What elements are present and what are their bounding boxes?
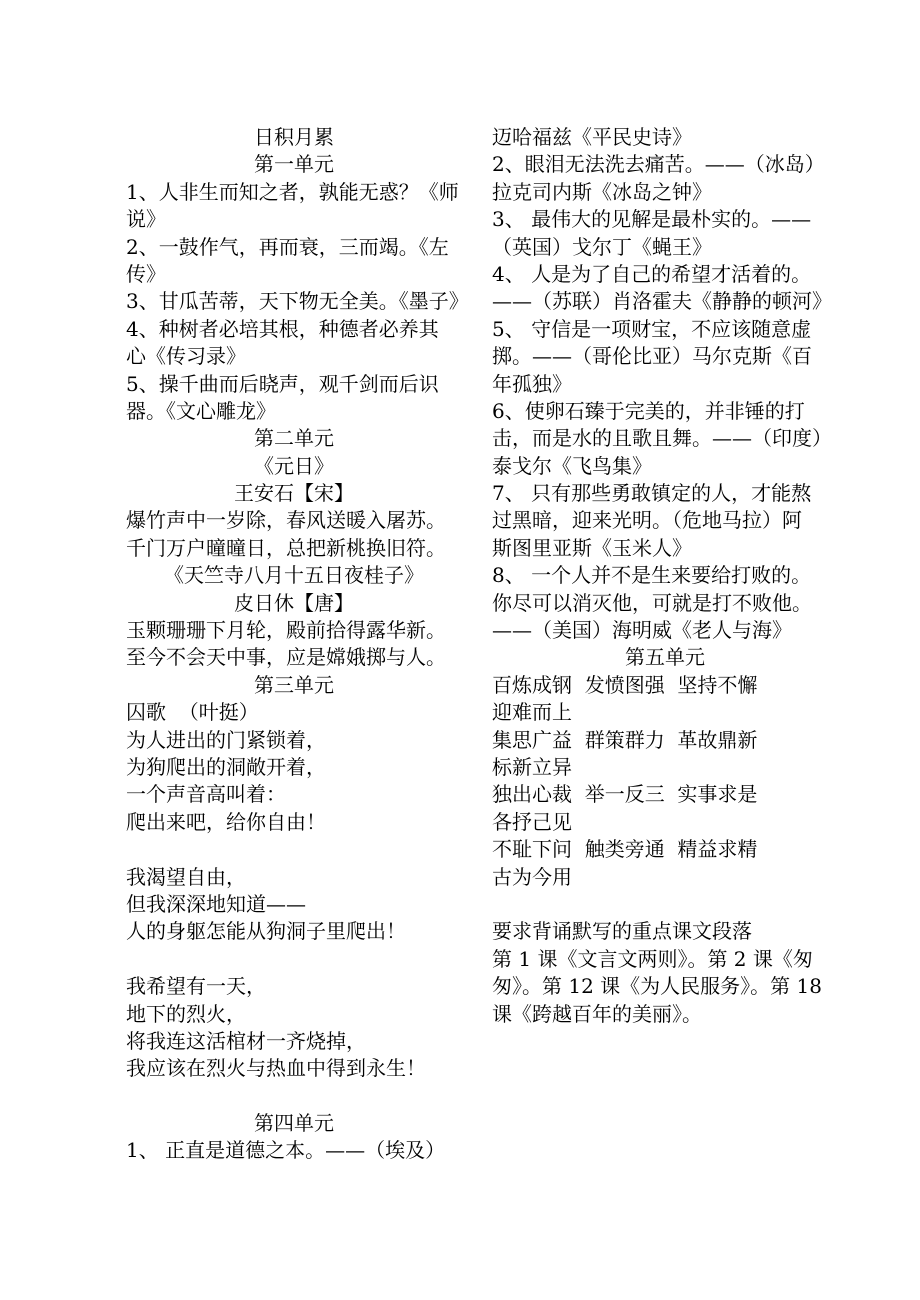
right-line-31: 第 1 课《文言文两则》。第 2 课《匆 [492,946,813,971]
left-line-16: 千门万户曈曈日，总把新桃换旧符。 [126,535,446,560]
right-line-32: 匆》。第 12 课《为人民服务》。第 18 [492,974,822,999]
left-line-5: 2、一鼓作气，再而衰，三而竭。《左 [126,234,449,259]
left-line-26: 爬出来吧，给你自由！ [126,809,326,834]
right-line-15: 过黑暗，迎来光明。（危地马拉）阿 [492,508,802,533]
left-line-30: 人的身躯怎能从狗洞子里爬出！ [126,919,406,944]
left-line-27 [126,836,462,863]
left-line-35: 我应该在烈火与热血中得到永生！ [126,1056,426,1081]
left-line-21: 第三单元 [254,672,334,697]
right-line-7: ——（苏联）肖洛霍夫《静静的顿河》 [492,289,832,314]
right-line-5: （英国）戈尔丁《蝇王》 [492,234,712,259]
left-line-11: 器。《文心雕龙》 [126,398,276,423]
left-line-1: 日积月累 [254,125,334,149]
left-line-7: 3、甘瓜苦蒂，天下物无全美。《墨子》 [126,289,469,314]
right-line-14: 7、 只有那些勇敢镇定的人，才能熬 [492,481,812,506]
right-line-8: 5、 守信是一项财宝，不应该随意虚 [492,316,812,341]
left-column [126,124,469,1165]
right-line-10: 年孤独》 [492,371,572,396]
right-line-24: 标新立异 [492,754,572,779]
right-line-6: 4、 人是为了自己的希望才活着的。 [492,261,812,286]
left-line-3: 1、人非生而知之者，孰能无惑？《师 [126,179,459,204]
right-line-33: 课《跨越百年的美丽》。 [492,1001,702,1026]
right-line-20: 第五单元 [625,645,705,670]
left-line-32: 我希望有一天， [126,974,266,999]
left-line-29: 但我深深地知道—— [126,891,306,916]
right-line-1: 迈哈福兹《平民史诗》 [492,125,692,149]
right-line-29 [492,891,838,918]
right-line-4: 3、 最伟大的见解是最朴实的。—— [492,207,812,232]
right-line-26: 各抒己见 [492,809,572,834]
right-line-22: 迎难而上 [492,700,572,725]
left-line-23: 为人进出的门紧锁着， [126,727,326,752]
left-line-6: 传》 [126,261,166,286]
right-line-17: 8、 一个人并不是生来要给打败的。 [492,563,812,588]
left-line-38: 1、 正直是道德之本。——（埃及） [126,1138,446,1163]
left-line-4: 说》 [126,207,166,232]
right-line-11: 6、使卵石臻于完美的，并非锤的打 [492,398,805,423]
left-line-37: 第四单元 [254,1111,334,1136]
right-line-19: ——（美国）海明威《老人与海》 [492,618,792,643]
left-line-25: 一个声音高叫着： [126,782,286,807]
right-line-21: 百炼成钢 发愤图强 坚持不懈 [492,672,758,697]
left-line-18: 皮日休【唐】 [234,590,354,615]
right-line-28: 古为今用 [492,864,572,889]
right-line-27: 不耻下问 触类旁通 精益求精 [492,837,758,862]
right-line-3: 拉克司内斯《冰岛之钟》 [492,179,712,204]
left-line-12: 第二单元 [254,426,334,451]
left-line-14: 王安石【宋】 [234,481,354,506]
right-line-25: 独出心裁 举一反三 实事求是 [492,782,758,807]
right-line-23: 集思广益 群策群力 革故鼎新 [492,727,758,752]
right-line-12: 击，而是水的且歌且舞。——（印度） [492,426,832,451]
left-line-17: 《天竺寺八月十五日夜桂子》 [164,563,424,588]
left-line-10: 5、操千曲而后晓声，观千剑而后识 [126,371,439,396]
left-line-9: 心《传习录》 [126,344,246,369]
right-line-30: 要求背诵默写的重点课文段落 [492,919,752,944]
right-line-16: 斯图里亚斯《玉米人》 [492,535,692,560]
left-line-31 [126,946,462,973]
left-line-36 [126,1083,462,1110]
right-column [492,124,838,1028]
left-line-15: 爆竹声中一岁除，春风送暖入屠苏。 [126,508,446,533]
left-line-13: 《元日》 [254,453,334,478]
left-line-34: 将我连这活棺材一齐烧掉， [126,1028,366,1053]
right-line-2: 2、眼泪无法洗去痛苦。——（冰岛） [492,152,825,177]
left-line-22: 囚歌 （叶挺） [126,700,259,725]
right-line-13: 泰戈尔《飞鸟集》 [492,453,652,478]
right-line-9: 掷。——（哥伦比亚）马尔克斯《百 [492,344,812,369]
left-line-19: 玉颗珊珊下月轮，殿前拾得露华新。 [126,618,446,643]
left-line-2: 第一单元 [254,152,334,177]
left-line-8: 4、种树者必培其根，种德者必养其 [126,316,439,341]
left-line-24: 为狗爬出的洞敞开着， [126,754,326,779]
left-line-28: 我渴望自由， [126,864,246,889]
right-line-18: 你尽可以消灭他，可就是打不败他。 [492,590,812,615]
left-line-33: 地下的烈火， [126,1001,246,1026]
left-line-20: 至今不会天中事，应是嫦娥掷与人。 [126,645,446,670]
